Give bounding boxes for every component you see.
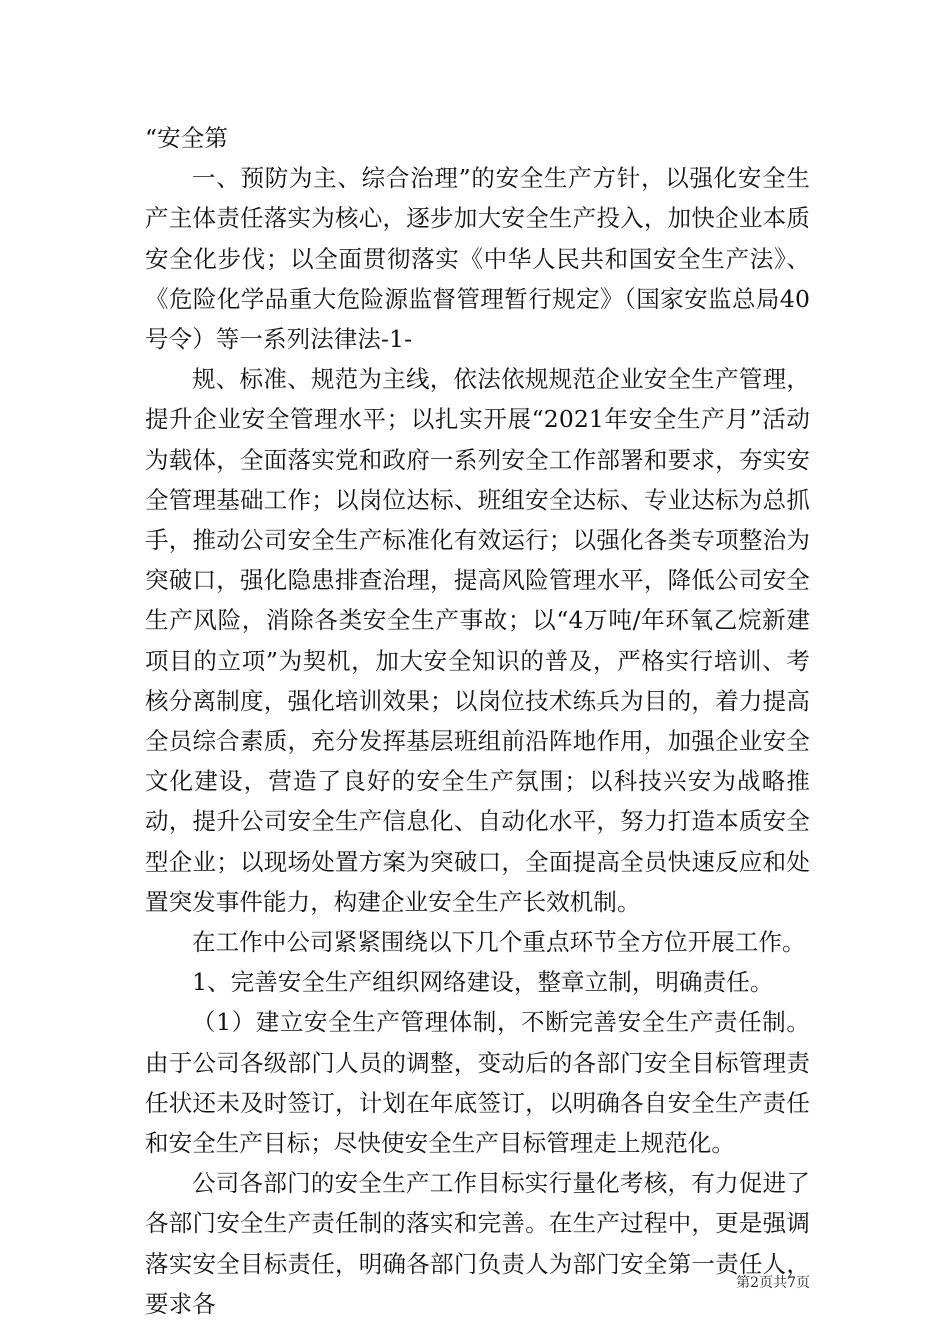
paragraph-policy: 一、预防为主、综合治理”的安全生产方针，以强化安全生产主体责任落实为核心，逐步加大安全生产投入，加快企业本质安全化步伐；以全面贯彻落实《中华人民共和国安全生产法》、《危险化学品重大危险源监督管理暂行规定》（国家安监总局40号令）等一系列法律法-1- [145, 164, 810, 354]
paragraph-assessment: 公司各部门的安全生产工作目标实行量化考核，有力促进了各部门安全生产责任制的落实和完善。在生产过程中，更是强调落实安全目标责任，明确各部门负责人为部门安全第一责任人，要求各 [145, 1169, 810, 1318]
paragraph-standards: 规、标准、规范为主线，依法依规规范企业安全生产管理，提升企业安全管理水平；以扎实开展“2021年安全生产月”活动为载体，全面落实党和政府一系列安全工作部署和要求，夯实安全管理基础工作；以岗位达标、班组安全达标、专业达标为总抓手，推动公司安全生产标准化有效运行；以强化各类专项整治为突破口，强化隐患排查治理，提高风险管理水平，降低公司安全生产风险，消除各类安全生产事故；以“4万吨/年环氧乙烷新建项目的立项”为契机，加大安全知识的普及，严格实行培训、考核分离制度，强化培训效果；以岗位技术练兵为目的，着力提高全员综合素质，充分发挥基层班组前沿阵地作用，加强企业安全文化建设，营造了良好的安全生产氛围；以科技兴安为战略推动，提升公司安全生产信息化、自动化水平，努力打造本质安全型企业；以现场处置方案为突破口，全面提高全员快速反应和处置突发事件能力，构建企业安全生产长效机制。 [145, 365, 810, 916]
paragraph-heading-fragment: “安全第 [145, 124, 228, 152]
paragraph-subsection-1: （1）建立安全生产管理体制，不断完善安全生产责任制。由于公司各级部门人员的调整，变动后的各部门安全目标管理责任状还未及时签订，计划在年底签订，以明确各自安全生产责任和安全生产目标；尽快使安全生产目标管理走上规范化。 [145, 1008, 810, 1158]
paragraph-focus: 在工作中公司紧紧围绕以下几个重点环节全方位开展工作。 [192, 928, 806, 957]
body-text [145, 118, 810, 1324]
page-number: 第2页共7页 [736, 1275, 810, 1291]
paragraph-section-1: 1、完善安全生产组织网络建设，整章立制，明确责任。 [192, 968, 774, 997]
